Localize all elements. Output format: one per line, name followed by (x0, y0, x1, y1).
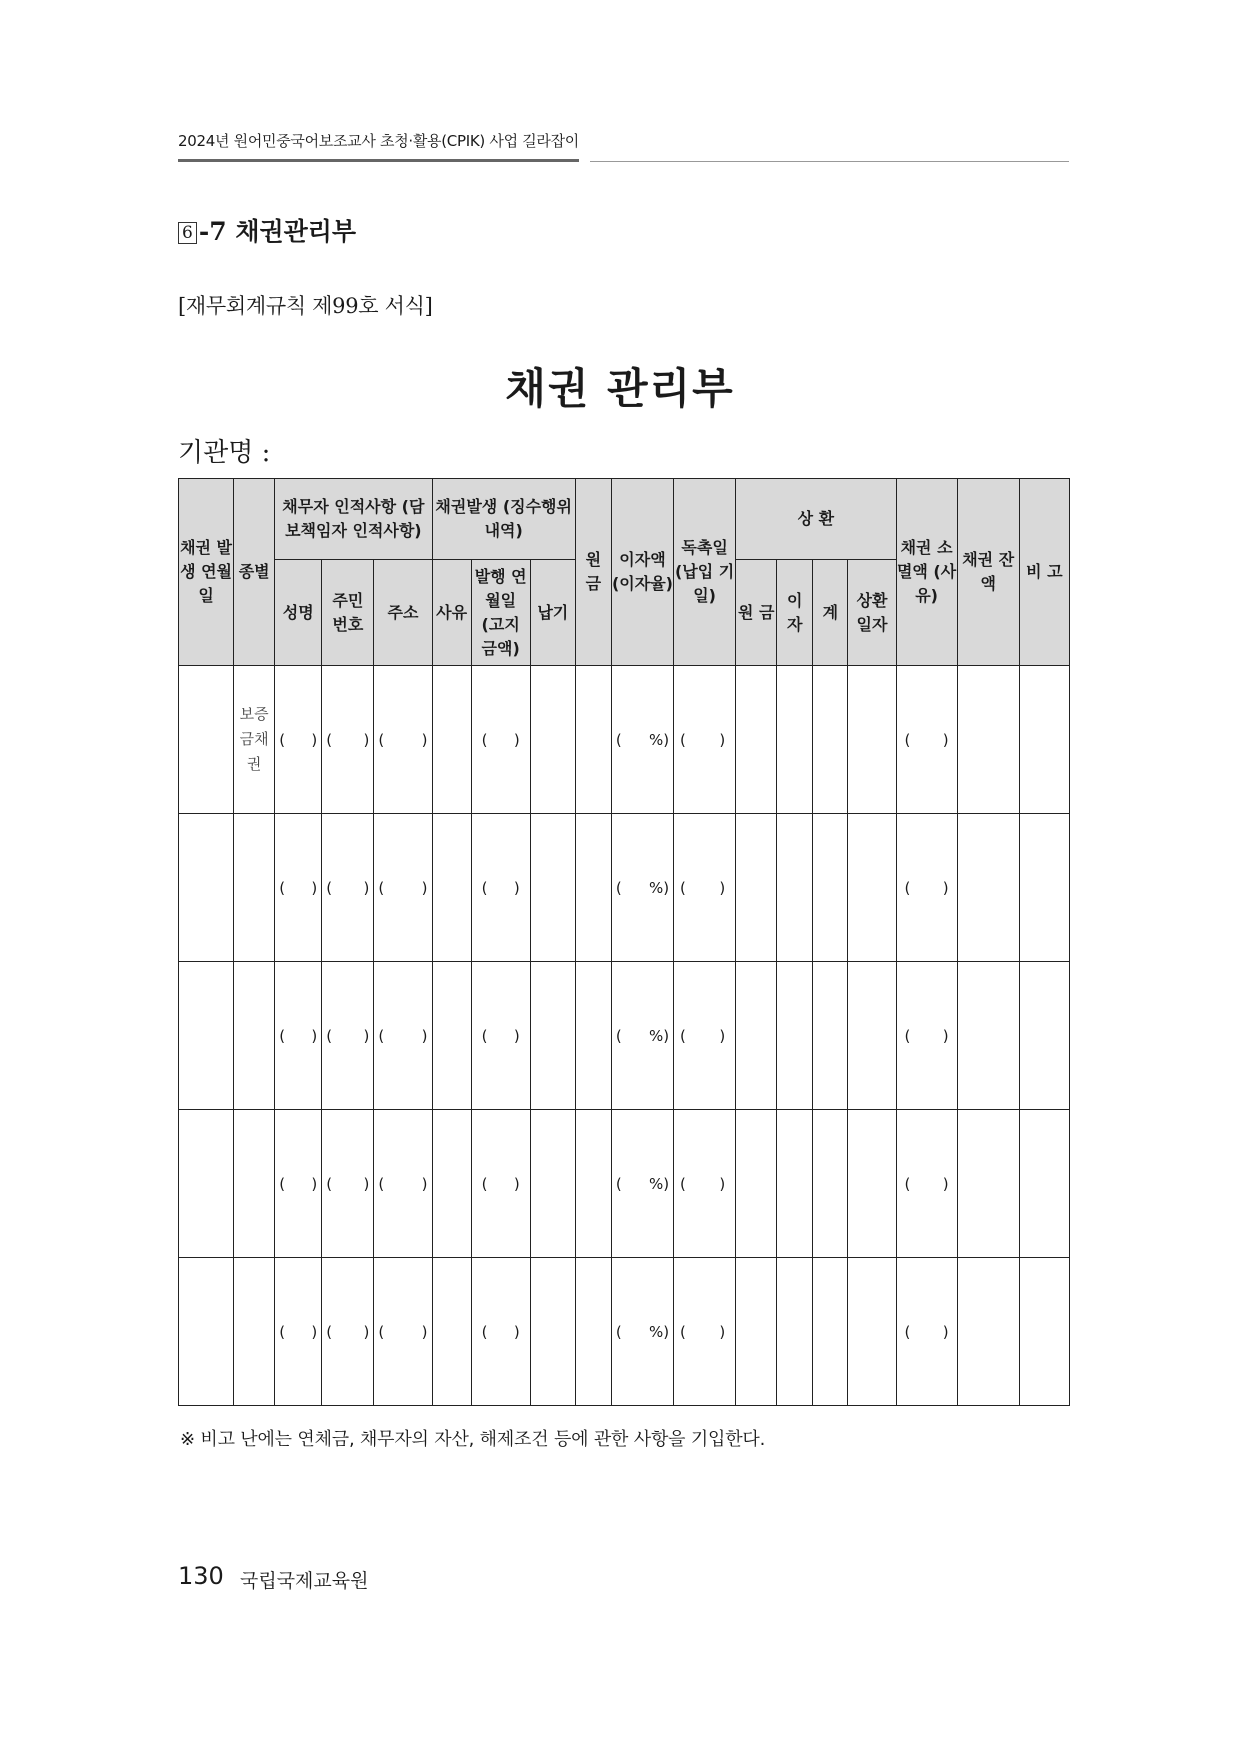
cell-reason[interactable] (432, 1110, 471, 1258)
ledger-row (179, 666, 1070, 814)
cell-rep-principal[interactable] (736, 1110, 777, 1258)
category-label: 보증 금채 권 (239, 705, 269, 773)
cell-address[interactable]: ( ) (374, 814, 432, 962)
cell-issue-month-day[interactable]: ( ) (471, 1110, 530, 1258)
cell-rep-total[interactable] (813, 962, 848, 1110)
cell-issue-date[interactable] (179, 814, 234, 962)
col-extinction: 채권 소멸액 (사유) (896, 479, 957, 666)
section-suffix: -7 (198, 217, 227, 246)
col-type: 종별 (234, 479, 275, 666)
cell-balance[interactable] (957, 962, 1019, 1110)
cell-remarks[interactable] (1019, 1258, 1069, 1406)
cell-principal[interactable] (575, 814, 611, 962)
header-rule-dark (178, 159, 579, 162)
cell-issue-date[interactable] (179, 666, 234, 814)
cell-principal[interactable] (575, 1258, 611, 1406)
cell-reminder-date[interactable]: ( ) (674, 666, 736, 814)
bond-ledger-table (178, 478, 1070, 1406)
header-rule-light (590, 161, 1069, 162)
ledger-row (179, 1110, 1070, 1258)
ledger-row (179, 814, 1070, 962)
cell-rep-date[interactable] (848, 1110, 896, 1258)
cell-principal[interactable] (575, 666, 611, 814)
ledger-row (179, 962, 1070, 1110)
cell-extinction[interactable]: ( ) (896, 962, 957, 1110)
publisher-name: 국립국제교육원 (240, 1570, 369, 1592)
cell-balance[interactable] (957, 814, 1019, 962)
cell-resident-no[interactable]: ( ) (322, 1258, 374, 1406)
cell-remarks[interactable] (1019, 814, 1069, 962)
cell-extinction[interactable]: ( ) (896, 666, 957, 814)
col-repayment-group: 상 환 (736, 479, 896, 560)
col-resident-no: 주민 번호 (322, 560, 374, 666)
col-name: 성명 (275, 560, 322, 666)
col-reason: 사유 (432, 560, 471, 666)
col-balance: 채권 잔액 (957, 479, 1019, 666)
cell-balance[interactable] (957, 1258, 1019, 1406)
cell-remarks[interactable] (1019, 962, 1069, 1110)
cell-type[interactable] (234, 814, 275, 962)
col-issue-date: 채권 발생 연월일 (179, 479, 234, 666)
cell-name[interactable]: ( ) (275, 666, 322, 814)
col-issuance-group: 채권발생 (징수행위내역) (432, 479, 575, 560)
col-issue-month-day: 발행 연월일 (고지 금액) (471, 560, 530, 666)
page-number: 130 (178, 1562, 224, 1590)
cell-address[interactable]: ( ) (374, 962, 432, 1110)
ledger-row (179, 1258, 1070, 1406)
cell-reason[interactable] (432, 1258, 471, 1406)
cell-type[interactable] (234, 962, 275, 1110)
document-title: 채권 관리부 (505, 364, 735, 413)
col-address: 주소 (374, 560, 432, 666)
cell-due[interactable] (530, 962, 575, 1110)
cell-reason[interactable] (432, 962, 471, 1110)
col-debtor-group: 채무자 인적사항 (담보책임자 인적사항) (275, 479, 432, 560)
col-principal: 원 금 (575, 479, 611, 666)
section-number: 6 (178, 222, 197, 244)
cell-rep-principal[interactable] (736, 962, 777, 1110)
cell-due[interactable] (530, 1110, 575, 1258)
cell-issue-date[interactable] (179, 1258, 234, 1406)
form-reference: [재무회계규칙 제99호 서식] (178, 294, 433, 318)
cell-rep-date[interactable] (848, 814, 896, 962)
cell-issue-date[interactable] (179, 962, 234, 1110)
cell-rep-principal[interactable] (736, 814, 777, 962)
cell-resident-no[interactable]: ( ) (322, 666, 374, 814)
footnote: ※ 비고 난에는 연체금, 채무자의 자산, 해제조건 등에 관한 사항을 기입한다. (180, 1429, 766, 1450)
cell-name[interactable]: ( ) (275, 814, 322, 962)
organization-label: 기관명 : (178, 438, 271, 468)
section-name: 채권관리부 (235, 217, 357, 246)
cell-rep-interest[interactable] (777, 962, 813, 1110)
col-remarks: 비 고 (1019, 479, 1069, 666)
cell-interest[interactable]: ( %) (611, 666, 673, 814)
cell-due[interactable] (530, 814, 575, 962)
cell-resident-no[interactable]: ( ) (322, 814, 374, 962)
col-due: 납기 (530, 560, 575, 666)
cell-remarks[interactable] (1019, 666, 1069, 814)
cell-type[interactable] (234, 666, 275, 814)
cell-name[interactable]: ( ) (275, 1258, 322, 1406)
section-title (178, 212, 356, 248)
cell-due[interactable] (530, 1258, 575, 1406)
cell-rep-interest[interactable] (777, 1110, 813, 1258)
cell-interest[interactable]: ( %) (611, 962, 673, 1110)
cell-type[interactable] (234, 1110, 275, 1258)
cell-rep-principal[interactable] (736, 1258, 777, 1406)
cell-reminder-date[interactable]: ( ) (674, 962, 736, 1110)
cell-principal[interactable] (575, 962, 611, 1110)
col-interest: 이자액 (이자율) (611, 479, 673, 666)
cell-rep-principal[interactable] (736, 666, 777, 814)
cell-interest[interactable]: ( %) (611, 1110, 673, 1258)
cell-balance[interactable] (957, 1110, 1019, 1258)
cell-reminder-date[interactable]: ( ) (674, 1110, 736, 1258)
cell-reminder-date[interactable]: ( ) (674, 1258, 736, 1406)
cell-rep-interest[interactable] (777, 814, 813, 962)
cell-rep-total[interactable] (813, 814, 848, 962)
cell-address[interactable]: ( ) (374, 1258, 432, 1406)
cell-rep-total[interactable] (813, 666, 848, 814)
cell-issue-month-day[interactable]: ( ) (471, 666, 530, 814)
running-header: 2024년 원어민중국어보조교사 초청·활용(CPIK) 사업 길라잡이 (178, 132, 579, 150)
col-reminder-date: 독촉일 (납입 기일) (674, 479, 736, 666)
cell-reason[interactable] (432, 666, 471, 814)
cell-rep-date[interactable] (848, 962, 896, 1110)
cell-rep-total[interactable] (813, 1258, 848, 1406)
cell-issue-month-day[interactable]: ( ) (471, 1258, 530, 1406)
cell-extinction[interactable]: ( ) (896, 1110, 957, 1258)
col-rep-interest: 이 자 (777, 560, 813, 666)
cell-resident-no[interactable]: ( ) (322, 1110, 374, 1258)
cell-rep-interest[interactable] (777, 1258, 813, 1406)
cell-issue-month-day[interactable]: ( ) (471, 814, 530, 962)
cell-rep-interest[interactable] (777, 666, 813, 814)
cell-name[interactable]: ( ) (275, 1110, 322, 1258)
cell-reminder-date[interactable]: ( ) (674, 814, 736, 962)
cell-extinction[interactable]: ( ) (896, 1258, 957, 1406)
cell-principal[interactable] (575, 1110, 611, 1258)
cell-rep-date[interactable] (848, 1258, 896, 1406)
col-rep-total: 계 (813, 560, 848, 666)
cell-reason[interactable] (432, 814, 471, 962)
cell-interest[interactable]: ( %) (611, 1258, 673, 1406)
col-rep-date: 상환 일자 (848, 560, 896, 666)
cell-rep-total[interactable] (813, 1110, 848, 1258)
cell-interest[interactable]: ( %) (611, 814, 673, 962)
col-rep-principal: 원 금 (736, 560, 777, 666)
cell-type[interactable] (234, 1258, 275, 1406)
cell-name[interactable]: ( ) (275, 962, 322, 1110)
cell-issue-date[interactable] (179, 1110, 234, 1258)
cell-due[interactable] (530, 666, 575, 814)
cell-resident-no[interactable]: ( ) (322, 962, 374, 1110)
cell-address[interactable]: ( ) (374, 666, 432, 814)
cell-extinction[interactable]: ( ) (896, 814, 957, 962)
cell-rep-date[interactable] (848, 666, 896, 814)
cell-address[interactable]: ( ) (374, 1110, 432, 1258)
cell-issue-month-day[interactable]: ( ) (471, 962, 530, 1110)
cell-balance[interactable] (957, 666, 1019, 814)
cell-remarks[interactable] (1019, 1110, 1069, 1258)
